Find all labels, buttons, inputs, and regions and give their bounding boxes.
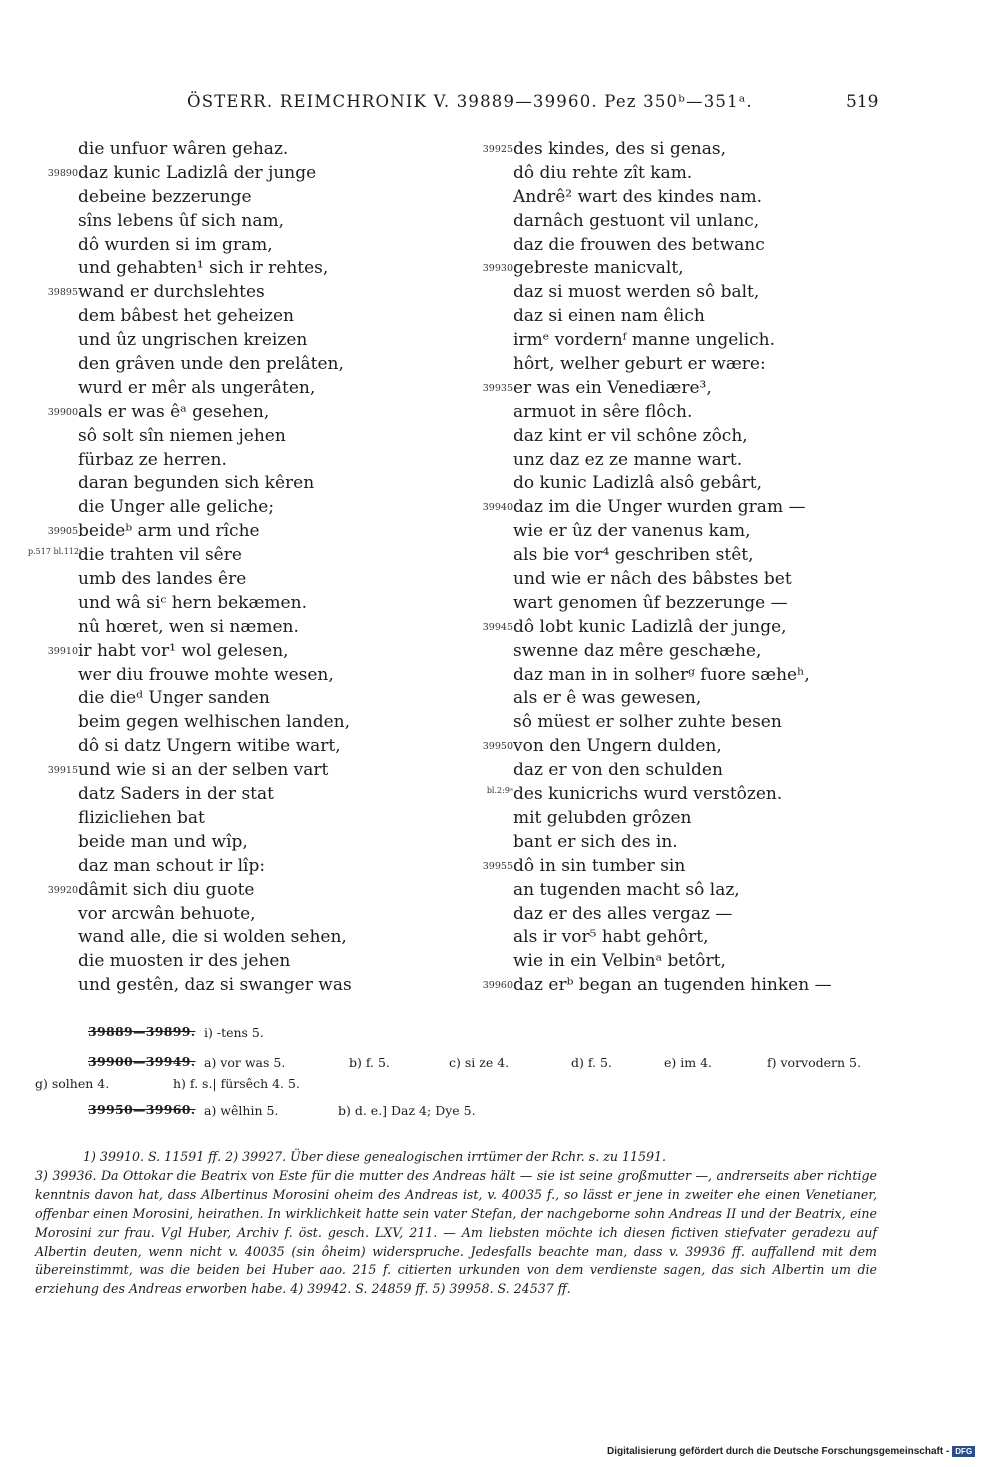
verse-text: als ir vor⁵ habt gehôrt, <box>513 927 709 948</box>
verse-line <box>28 950 468 974</box>
verse-line <box>463 305 903 329</box>
apparatus-row <box>88 1024 195 1039</box>
verse-line <box>463 640 903 664</box>
line-number: 39915 <box>47 765 78 777</box>
verse-text: umb des landes êre <box>78 569 247 590</box>
footer-text: Digitalisierung gefördert durch die Deutsche Forschungsgemeinschaft - <box>607 1446 950 1458</box>
verse-line <box>28 855 468 879</box>
verse-text: dem bâbest het geheizen <box>78 306 294 327</box>
verse-line <box>28 687 468 711</box>
verse-line <box>463 257 903 281</box>
apparatus-entry: c) si ze 4. <box>449 1055 510 1070</box>
verse-line <box>463 759 903 783</box>
verse-text: fürbaz ze herren. <box>78 449 227 470</box>
verse-line <box>28 329 468 353</box>
verse-text: wand alle, die si wolden sehen, <box>78 927 347 948</box>
verse-text: daz im die Unger wurden gram — <box>513 497 806 518</box>
verse-text: und wie er nâch des bâbstes bet <box>513 569 792 590</box>
verse-text: an tugenden macht sô laz, <box>513 879 740 900</box>
verse-text: vor arcwân behuote, <box>78 903 256 924</box>
verse-text: mit gelubden grôzen <box>513 807 692 828</box>
verse-line <box>463 186 903 210</box>
verse-line <box>28 162 468 186</box>
verse-text: wart genomen ûf bezzerunge — <box>513 592 788 613</box>
verse-text: wand er durchslehtes <box>78 282 265 303</box>
verse-line <box>28 616 468 640</box>
apparatus-entry: i) -tens 5. <box>204 1025 264 1040</box>
verse-line <box>28 759 468 783</box>
verse-line <box>28 903 468 927</box>
verse-line <box>463 974 903 998</box>
verse-text: wer diu frouwe mohte wesen, <box>78 664 334 685</box>
verse-line <box>28 783 468 807</box>
line-number: 39905 <box>47 526 78 538</box>
footnote-paragraph: 1) 39910. S. 11591 ff. 2) 39927. Über diese genealogischen irrtümer der Rchr. s. zu 11591. <box>83 1149 667 1164</box>
verse-text: und wie si an der selben vart <box>78 760 329 781</box>
verse-line <box>463 377 903 401</box>
verse-text: wie in ein Velbinᵃ betôrt, <box>513 951 726 972</box>
verse-line <box>463 138 903 162</box>
line-number: 39935 <box>482 382 513 394</box>
apparatus-entry: b) d. e.] Daz 4; Dye 5. <box>338 1103 476 1118</box>
verse-text: als bie vor⁴ geschriben stêt, <box>513 545 754 566</box>
verse-text: Andrê² wart des kindes nam. <box>513 186 762 207</box>
verse-text: debeine bezzerunge <box>78 186 252 207</box>
verse-text: dâmit sich diu guote <box>78 879 255 900</box>
verse-text: irmᵉ vordernᶠ manne ungelich. <box>513 330 776 351</box>
verse-column-right <box>463 138 903 998</box>
verse-line <box>28 425 468 449</box>
verse-line <box>463 855 903 879</box>
line-number: 39950 <box>482 741 513 753</box>
verse-line <box>28 544 468 568</box>
verse-text: nû hœret, wen si næmen. <box>78 616 299 637</box>
verse-line <box>28 664 468 688</box>
verse-text: beim gegen welhischen landen, <box>78 712 350 733</box>
verse-line <box>463 711 903 735</box>
verse-text: beideᵇ arm und rîche <box>78 521 260 542</box>
line-number: 39925 <box>482 144 513 155</box>
header-title: ÖSTERR. REIMCHRONIK V. 39889—39960. Pez 350ᵇ—351ᵃ. <box>187 92 753 111</box>
footnotes <box>35 1148 877 1299</box>
verse-line <box>463 616 903 640</box>
verse-text: von den Ungern dulden, <box>513 736 722 757</box>
verse-text: daz erᵇ began an tugenden hinken — <box>513 975 832 996</box>
verse-text: die unfuor wâren gehaz. <box>78 139 289 159</box>
verse-text: die muosten ir des jehen <box>78 951 291 972</box>
verse-line <box>28 926 468 950</box>
line-number: bl.2:9ᵃ <box>486 786 513 796</box>
verse-text: er was ein Venediære³, <box>513 377 712 398</box>
line-number: 39900 <box>47 406 78 418</box>
verse-line <box>463 520 903 544</box>
verse-line <box>463 472 903 496</box>
line-number: 39910 <box>47 645 78 657</box>
apparatus-entry: b) f. 5. <box>349 1055 390 1070</box>
apparatus-entry: h) f. s.| fürsêch 4. 5. <box>173 1076 300 1091</box>
verse-line <box>463 449 903 473</box>
verse-text: dô lobt kunic Ladizlâ der junge, <box>513 616 787 637</box>
verse-line <box>28 210 468 234</box>
verse-text: daz man schout ir lîp: <box>78 855 266 876</box>
verse-text: wie er ûz der vanenus kam, <box>513 521 751 542</box>
verse-text: und wâ siᶜ hern bekæmen. <box>78 592 307 613</box>
verse-line <box>463 234 903 258</box>
line-number: 39945 <box>482 621 513 633</box>
verse-line <box>463 950 903 974</box>
verse-text: den grâven unde den prelâten, <box>78 354 344 375</box>
line-number: 39955 <box>482 860 513 872</box>
verse-text: daz die frouwen des betwanc <box>513 234 765 255</box>
verse-line <box>463 329 903 353</box>
apparatus-row <box>88 1102 195 1117</box>
dfg-logo: DFG <box>952 1446 975 1457</box>
verse-line <box>28 974 468 998</box>
verse-text: datz Saders in der stat <box>78 784 274 805</box>
running-header <box>0 92 1000 118</box>
verse-column-left <box>28 138 468 998</box>
verse-text: sô müest er solher zuhte besen <box>513 712 782 733</box>
verse-line <box>28 807 468 831</box>
verse-line <box>463 210 903 234</box>
line-number: 39890 <box>47 167 78 179</box>
verse-text: beide man und wîp, <box>78 831 248 852</box>
verse-text: die Unger alle geliche; <box>78 497 275 518</box>
verse-text: und gehabten¹ sich ir rehtes, <box>78 258 329 279</box>
verse-text: dô in sin tumber sin <box>513 855 686 876</box>
dfg-footer <box>607 1446 975 1457</box>
apparatus-entry: g) solhen 4. <box>35 1076 110 1091</box>
verse-line <box>463 807 903 831</box>
verse-line <box>28 353 468 377</box>
verse-line <box>28 449 468 473</box>
apparatus-row <box>88 1054 195 1069</box>
apparatus-entry: e) im 4. <box>664 1055 712 1070</box>
verse-line <box>28 377 468 401</box>
verse-text: daz er des alles vergaz — <box>513 903 733 924</box>
line-number: 39920 <box>47 884 78 896</box>
verse-line <box>463 831 903 855</box>
verse-text: daz er von den schulden <box>513 760 723 781</box>
verse-text: und ûz ungrischen kreizen <box>78 330 308 351</box>
verse-line <box>463 903 903 927</box>
verse-text: do kunic Ladizlâ alsô gebârt, <box>513 473 763 494</box>
apparatus-entry: d) f. 5. <box>571 1055 612 1070</box>
verse-text: als er was êᵃ gesehen, <box>78 401 270 422</box>
verse-text: flizicliehen bat <box>78 807 205 828</box>
verse-line <box>28 711 468 735</box>
line-number: 39960 <box>482 980 513 992</box>
verse-line <box>28 138 468 162</box>
verse-line <box>463 425 903 449</box>
verse-text: daran begunden sich kêren <box>78 473 315 494</box>
verse-text: sô solt sîn niemen jehen <box>78 425 286 446</box>
verse-text: unz daz ez ze manne wart. <box>513 449 743 470</box>
line-number: p.517 bl.112ᵃ <box>28 547 83 557</box>
verse-line <box>463 568 903 592</box>
verse-text: und gestên, daz si swanger was <box>78 975 352 996</box>
verse-line <box>28 257 468 281</box>
verse-line <box>463 353 903 377</box>
verse-line <box>28 831 468 855</box>
verse-text: die trahten vil sêre <box>78 545 242 566</box>
verse-text: die dieᵈ Unger sanden <box>78 688 270 709</box>
verse-line <box>28 568 468 592</box>
verse-line <box>28 472 468 496</box>
verse-line <box>463 664 903 688</box>
line-number: 39940 <box>482 502 513 514</box>
verse-text: des kunicrichs wurd verstôzen. <box>513 784 783 805</box>
footnote-paragraph: 3) 39936. Da Ottokar die Beatrix von Este für die mutter des Andreas hält — sie ist seine großmutter —, andrerseits aber richtige kenntnis davon hat, dass Albertinus Morosini oheim des Andreas ist, v. 40035 f., so lässt er jene in zweiter ehe einen Venetianer, offenbar einen Morosini, heirathen. In wirklichkeit hatte sein vater Stefan, der nachgeborne sohn Andreas II und der Beatrix, eine Morosini zur frau. Vgl Huber, Archiv f. öst. gesch. LXV, 211. — Am liebsten möchte ich diesen fictiven stiefvater geradezu auf Albertin deuten, wenn nicht v. 40035 (sin ôheim) widerspruche. Jedesfalls beachte man, dass v. 39936 ff. auffallend mit dem übereinstimmt, was die beiden bei Huber aao. 215 f. citierten urkunden von dem verdienste sagen, das sich Albertin um die erziehung des Andreas erworben habe. 4) 39942. S. 24859 ff. 5) 39958. S. 24537 ff. <box>35 1167 877 1297</box>
verse-text: gebreste manicvalt, <box>513 258 684 279</box>
apparatus-entry: a) vor was 5. <box>204 1055 286 1070</box>
verse-line <box>463 735 903 759</box>
verse-line <box>28 186 468 210</box>
apparatus-range: 39900—39949. <box>88 1054 196 1069</box>
verse-text: daz man in in solherᵍ fuore sæheʰ, <box>513 664 810 685</box>
line-number: 39895 <box>47 287 78 299</box>
verse-text: swenne daz mêre geschæhe, <box>513 640 762 661</box>
verse-text: daz si einen nam êlich <box>513 306 705 327</box>
verse-text: daz kint er vil schône zôch, <box>513 425 748 446</box>
apparatus-range: 39889—39899. <box>88 1024 196 1039</box>
verse-line <box>28 592 468 616</box>
verse-text: des kindes, des si genas, <box>513 139 727 159</box>
verse-text: darnâch gestuont vil unlanc, <box>513 210 760 231</box>
verse-line <box>28 879 468 903</box>
verse-line <box>28 305 468 329</box>
verse-line <box>28 401 468 425</box>
verse-line <box>463 926 903 950</box>
verse-line <box>28 234 468 258</box>
verse-text: wurd er mêr als ungerâten, <box>78 377 316 398</box>
verse-text: ir habt vor¹ wol gelesen, <box>78 640 289 661</box>
apparatus-range: 39950—39960. <box>88 1102 196 1117</box>
verse-text: daz kunic Ladizlâ der junge <box>78 162 317 183</box>
line-number: 39930 <box>482 263 513 275</box>
verse-line <box>463 281 903 305</box>
apparatus-entry: a) wêlhin 5. <box>204 1103 279 1118</box>
verse-line <box>463 496 903 520</box>
verse-line <box>463 162 903 186</box>
verse-line <box>463 879 903 903</box>
verse-text: hôrt, welher geburt er wære: <box>513 354 766 375</box>
verse-line <box>463 687 903 711</box>
verse-line <box>463 544 903 568</box>
verse-line <box>28 496 468 520</box>
verse-text: dô diu rehte zît kam. <box>513 162 693 183</box>
verse-line <box>463 401 903 425</box>
verse-line <box>463 783 903 807</box>
page-number: 519 <box>846 92 879 112</box>
verse-text: dô si datz Ungern witibe wart, <box>78 736 341 757</box>
verse-line <box>28 520 468 544</box>
verse-line <box>28 281 468 305</box>
verse-text: armuot in sêre flôch. <box>513 401 693 422</box>
verse-line <box>28 640 468 664</box>
verse-text: dô wurden si im gram, <box>78 234 273 255</box>
verse-text: daz si muost werden sô balt, <box>513 282 760 303</box>
apparatus-entry: f) vorvodern 5. <box>767 1055 861 1070</box>
verse-text: bant er sich des in. <box>513 831 678 852</box>
verse-line <box>463 592 903 616</box>
verse-text: sîns lebens ûf sich nam, <box>78 210 285 231</box>
verse-line <box>28 735 468 759</box>
verse-text: als er ê was gewesen, <box>513 688 702 709</box>
